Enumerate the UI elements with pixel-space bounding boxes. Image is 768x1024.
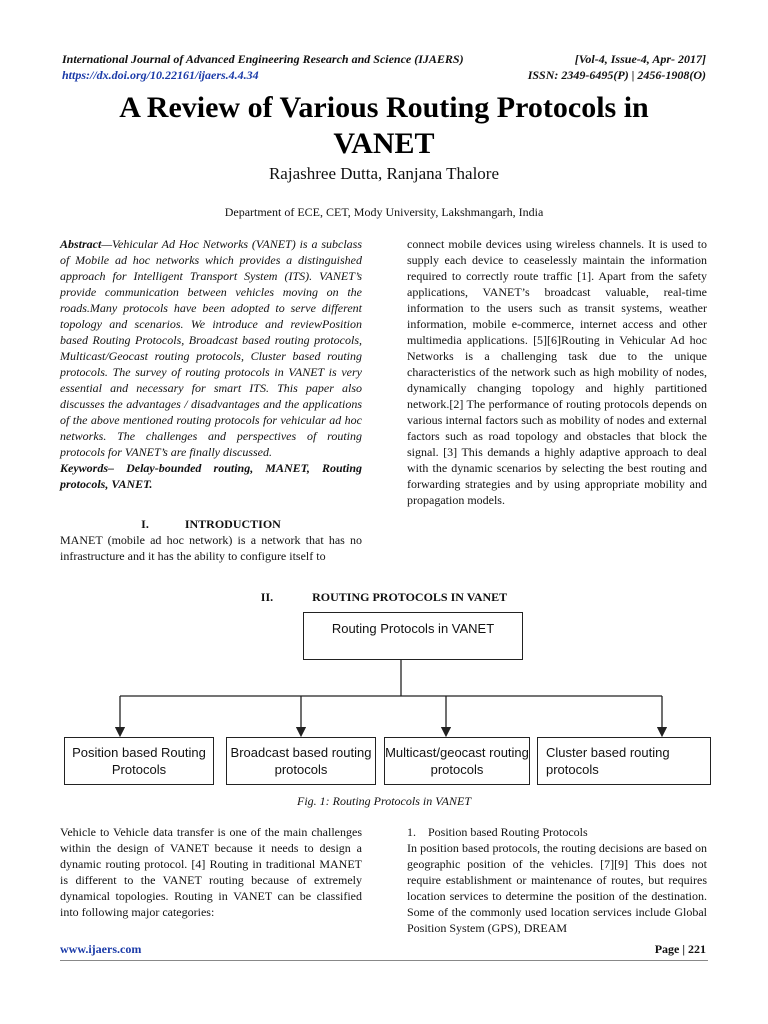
keywords — [60, 460, 362, 492]
figure-caption: Fig. 1: Routing Protocols in VANET — [297, 794, 471, 808]
routing-protocols-figure — [60, 608, 720, 788]
broadcast-based-box: Broadcast based routing protocols — [226, 737, 376, 785]
abstract-label: Abstract — [60, 237, 102, 251]
abstract — [60, 236, 362, 460]
position-based-subheading: 1. Position based Routing Protocols — [407, 825, 588, 839]
right-column-bottom — [407, 824, 707, 936]
left-bottom-text: Vehicle to Vehicle data transfer is one of the main challenges within the design of VANET because it needs to design a dynamic routing protocol. [4] Routing in traditional MANET is different to the VANET routing because of extremely dynamical topologies. Routing in VANET can be classified into following major categories: — [60, 825, 362, 919]
left-column-bottom — [60, 824, 362, 920]
right-top-text: connect mobile devices using wireless channels. It is used to supply each device to ceaselessly maintain the information required to correctly route traffic [1]. Apart from the safety applications, VANET’s broadcast valuable, real-time information to the users such as transit systems, weather information, mobile e-commerce, internet access and other multimedia applications. [5][6]Routing in Vehicular Ad hoc Networks is a challenging task due to the unique characteristics of the network such as high mobility of nodes, dynamically changing topology and highly partitioned network.[2] The performance of routing protocols depends on various internal factors such as mobility of nodes and external factors such as road topology and obstacles that block the signal. [3] This demands a highly adaptive approach to deal with the dynamic scenarios by selecting the best routing and forwarding strategies and by using appropriate mobility and propagation models. — [407, 237, 707, 507]
affiliation: Department of ECE, CET, Mody University, Lakshmangarh, India — [224, 205, 544, 219]
volume-info: [Vol-4, Issue-4, Apr- 2017] — [574, 52, 706, 66]
position-based-box: Position based Routing Protocols — [64, 737, 214, 785]
journal-name: International Journal of Advanced Engineering Research and Science (IJAERS) — [62, 52, 464, 66]
title-line-1: A Review of Various Routing Protocols in — [119, 91, 649, 124]
keywords-text: Delay-bounded routing, MANET, Routing protocols, VANET. — [60, 461, 362, 491]
abstract-text: —Vehicular Ad Hoc Networks (VANET) is a subclass of Mobile ad hoc networks which provides a distinguished approach for Intelligent Transport System (ITS). VANET’s provide communication between vehicles moving on the roads.Many protocols have been adopted to serve different topology and scenarios. We introduce and reviewPosition based Routing Protocols, Broadcast based routing protocols, Multicast/Geocast routing protocols, Cluster based routing protocols. The survey of routing protocols in VANET is very essential and necessary for smart ITS. This paper also discusses the advantages / disadvantages and the applications of the above mentioned routing protocols for vehicular ad hoc networks. The challenges and perspectives of routing protocols for VANET’s are finally discussed. — [60, 237, 362, 459]
root-box: Routing Protocols in VANET — [303, 612, 523, 660]
intro-text: MANET (mobile ad hoc network) is a network that has no infrastructure and it has the ability to configure itself to — [60, 533, 362, 563]
issn: ISSN: 2349-6495(P) | 2456-1908(O) — [527, 68, 706, 82]
intro-number: I. — [141, 517, 149, 531]
right-column-top — [407, 236, 707, 508]
page-number: Page | 221 — [654, 942, 706, 956]
cluster-based-box: Cluster based routing protocols — [537, 737, 711, 785]
footer-site-link[interactable]: www.ijaers.com — [60, 942, 142, 956]
left-column-top — [60, 236, 362, 564]
doi-link[interactable]: https://dx.doi.org/10.22161/ijaers.4.4.34 — [62, 68, 259, 82]
multicast-geocast-box: Multicast/geocast routing protocols — [384, 737, 530, 785]
footer-rule — [60, 960, 708, 961]
section-2-number: II. — [260, 590, 274, 604]
position-based-text: In position based protocols, the routing decisions are based on geographic position of the vehicles. [7][9] This does not require establishment or maintenance of routes, but requires location services to determine the position of the destination. Some of the commonly used location services include Global Position System (GPS), DREAM — [407, 841, 707, 935]
intro-heading — [60, 516, 362, 532]
section-2-heading — [0, 590, 768, 605]
paper-title — [0, 90, 768, 162]
keywords-label: Keywords– — [60, 461, 114, 475]
title-line-2: VANET — [333, 127, 435, 160]
section-2-title: ROUTING PROTOCOLS IN VANET — [312, 590, 508, 604]
intro-title: INTRODUCTION — [184, 517, 281, 531]
authors: Rajashree Dutta, Ranjana Thalore — [268, 164, 500, 183]
